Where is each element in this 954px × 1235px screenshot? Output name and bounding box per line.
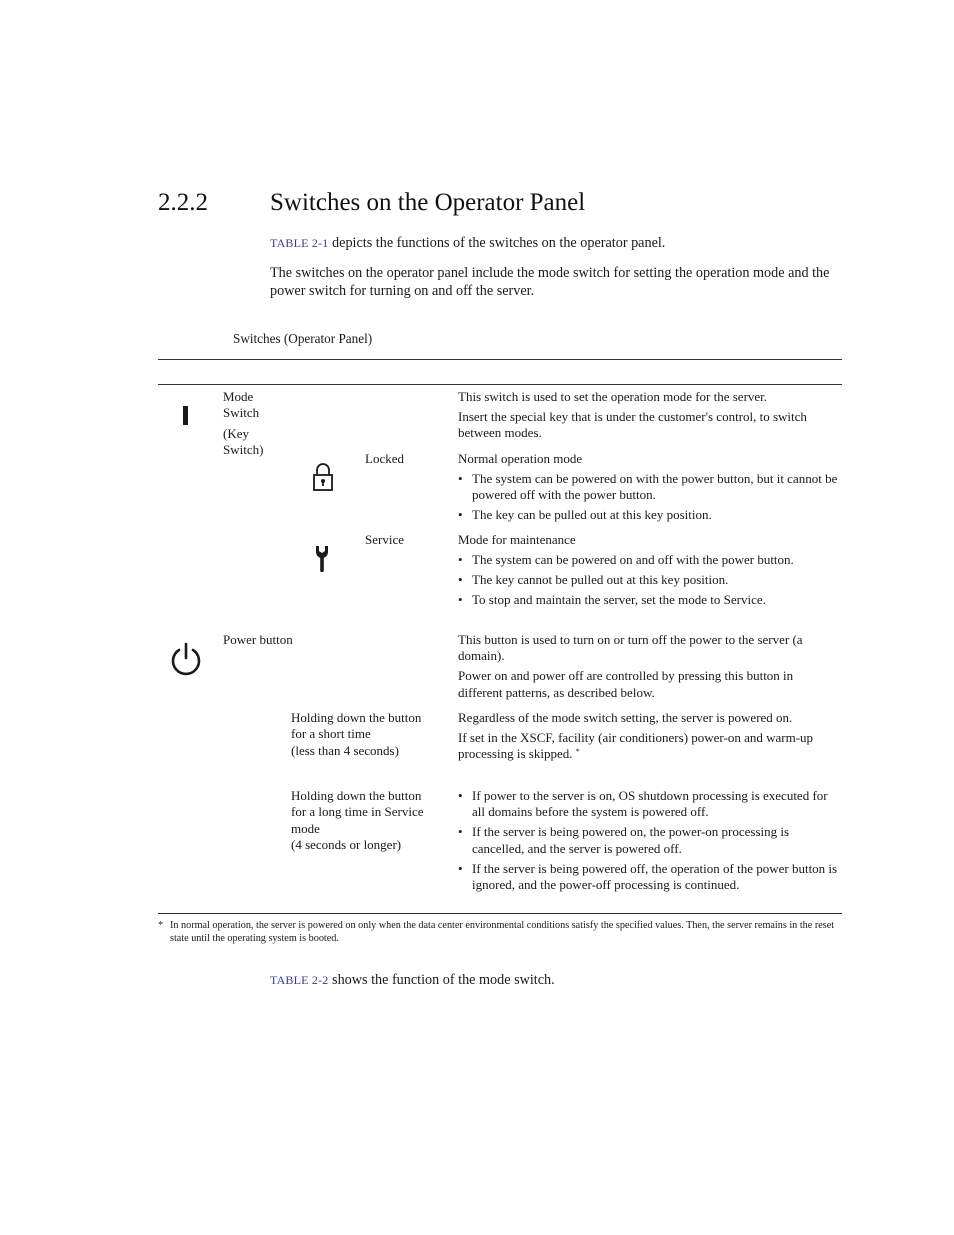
table-bottom-rule [158,913,842,914]
power-desc-p2: Power on and power off are controlled by pressing this button in different patterns, as described below. [458,668,794,700]
table-top-rule [158,359,842,360]
long-press-label [291,788,456,853]
list-item: • If power to the server is on, OS shutdown processing is executed for all domains before the system is powered off. [458,788,838,821]
key-switch-line2: Switch) [223,441,264,457]
long-press-label-line4: (4 seconds or longer) [291,836,402,852]
padlock-icon [312,462,334,492]
intro-paragraph-2: The switches on the operator panel include the mode switch for setting the operation mode and the power switch for turning on and off the server. [270,265,830,299]
section-title: Switches on the Operator Panel [270,189,586,216]
list-item: • If the server is being powered on, the power-on processing is cancelled, and the server is powered off. [458,824,838,857]
key-switch-line1: (Key [223,425,249,441]
mode-switch-description [458,389,838,442]
power-button-description [458,632,838,701]
short-press-label-line1: Holding down the button [291,710,422,725]
short-press-description [458,710,838,763]
list-item: • The system can be powered on and off with the power button. [458,552,838,568]
long-press-label-line3: mode [291,820,320,836]
table-header-rule [158,384,842,385]
short-press-desc-p2 [458,730,838,763]
mode-switch-name-line1: Mode [223,389,254,404]
footnote-reference[interactable]: * [575,747,580,757]
list-item: • The key can be pulled out at this key position. [458,507,838,523]
long-press-label-line1: Holding down the button [291,788,422,803]
power-button-label: Power button [223,632,293,647]
service-label: Service [365,532,404,547]
key-switch-bar-icon [183,406,188,425]
wrench-icon [313,544,331,574]
service-description [458,532,838,612]
list-item: • To stop and maintain the server, set the mode to Service. [458,592,838,608]
table-2-2-link[interactable]: TABLE 2-2 [270,973,329,987]
section-number: 2.2.2 [158,189,208,216]
outro-paragraph-text: shows the function of the mode switch. [328,972,555,988]
short-press-label-line3: (less than 4 seconds) [291,742,399,758]
long-press-description [458,788,838,897]
long-press-label-line2: for a long time in Service [291,804,424,820]
outro-paragraph [270,971,845,989]
mode-switch-name-line2: Switch [223,405,260,421]
short-press-label [291,710,456,759]
table-2-1-link[interactable]: TABLE 2-1 [270,236,329,250]
mode-switch-desc-p1: This switch is used to set the operation mode for the server. [458,389,768,404]
locked-description [458,451,838,527]
service-heading: Mode for maintenance [458,532,576,547]
intro-paragraph-1 [270,234,845,252]
short-press-label-line2: for a short time [291,726,371,742]
mode-switch-name [223,389,293,458]
power-desc-p1: This button is used to turn on or turn off the power to the server (a domain). [458,632,803,664]
footnote-text: In normal operation, the server is powered on only when the data center environmental conditions satisfy the specified values. Then, the server remains in the reset state until the operating system is booted. [170,920,835,944]
intro-paragraph-1-text: depicts the functions of the switches on the operator panel. [328,235,666,251]
short-press-desc-p2-text: If set in the XSCF, facility (air conditioners) power-on and warm-up processing is skipped. [458,729,814,762]
short-press-desc-p1: Regardless of the mode switch setting, the server is powered on. [458,710,793,725]
locked-label: Locked [365,451,404,466]
power-icon [169,641,203,677]
footnote-mark: * [158,920,164,931]
locked-bullet-list [458,471,838,524]
mode-switch-desc-p2: Insert the special key that is under the customer's control, to switch between modes. [458,408,807,441]
table-footnote [158,920,838,945]
locked-heading: Normal operation mode [458,451,583,466]
list-item: • The system can be powered on with the power button, but it cannot be powered off with the power button. [458,471,838,504]
list-item: • The key cannot be pulled out at this key position. [458,572,838,588]
long-press-bullet-list [458,788,838,893]
service-bullet-list [458,552,838,608]
list-item: • If the server is being powered off, the operation of the power button is ignored, and the power-off processing is continued. [458,861,838,894]
table-caption: Switches (Operator Panel) [233,331,373,346]
